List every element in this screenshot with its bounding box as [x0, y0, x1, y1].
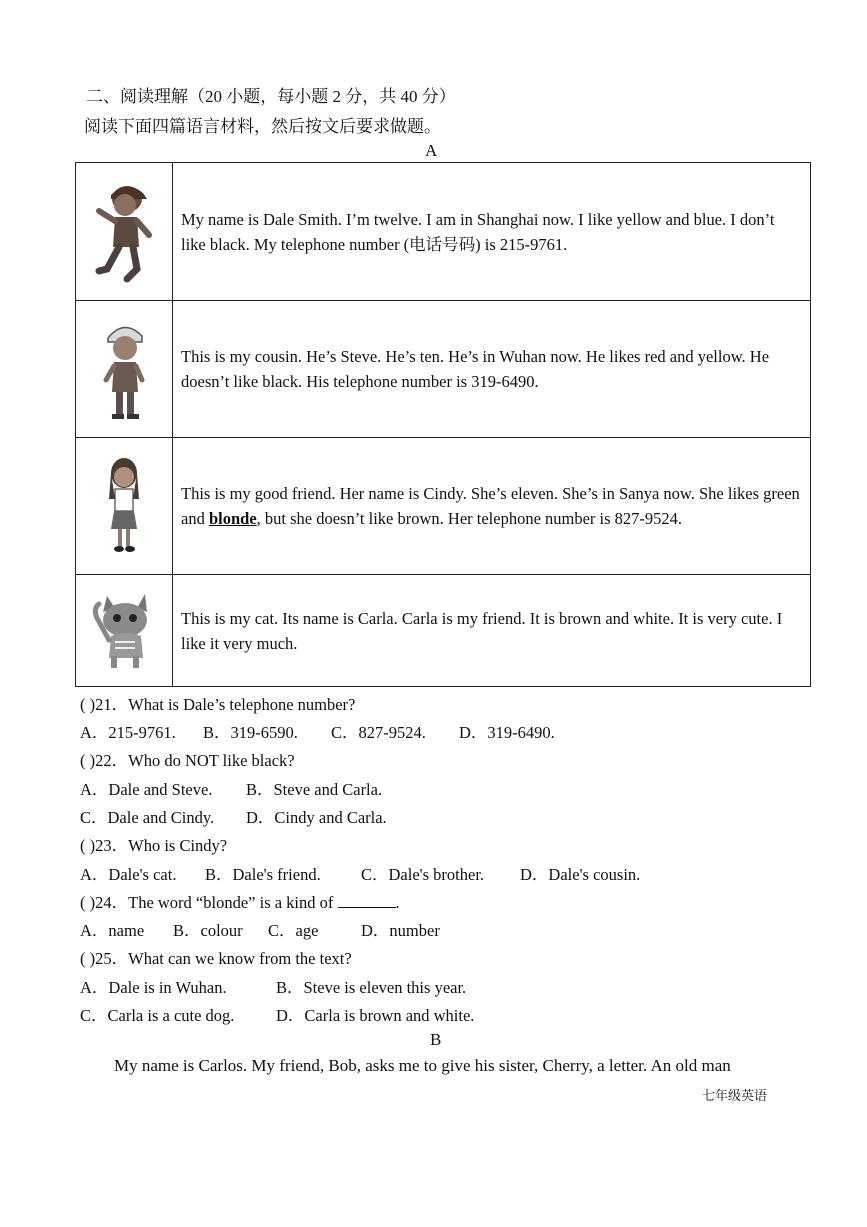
q24-option-c: C．age	[268, 921, 319, 940]
answer-blank	[338, 893, 396, 908]
blonde-word: blonde	[208, 509, 257, 528]
boy-cap-icon	[76, 177, 172, 287]
q23-option-b: B．Dale's friend.	[205, 865, 321, 884]
question-21: ( )21．What is Dale’s telephone number?	[80, 695, 356, 714]
passage-a-table	[75, 162, 811, 687]
card-steve	[76, 301, 811, 438]
passage-a-label: A	[425, 141, 438, 160]
q21-option-c: C．827-9524.	[331, 723, 426, 742]
card-text	[173, 438, 811, 575]
card-text-part: This is my good friend. Her name is Cindy. She’s eleven. She’s in Sanya now. She likes green and	[181, 484, 800, 528]
q22-option-a: A．Dale and Steve.	[80, 780, 213, 799]
q25-option-c: C．Carla is a cute dog.	[80, 1006, 235, 1025]
instructions: 阅读下面四篇语言材料，然后按文后要求做题。	[84, 117, 441, 136]
card-picture	[76, 438, 173, 575]
passage-b-text: My name is Carlos. My friend, Bob, asks me to give his sister, Cherry, a letter. An old man	[114, 1056, 731, 1075]
q23-option-d: D．Dale's cousin.	[520, 865, 641, 884]
q25-option-d: D．Carla is brown and white.	[276, 1006, 475, 1025]
girl-icon	[76, 451, 172, 561]
card-text: This is my cousin. He’s Steve. He’s ten. He’s in Wuhan now. He likes red and yellow. He doesn’t like black. His telephone number is 319-6490.	[173, 301, 811, 438]
q21-option-b: B．319-6590.	[203, 723, 298, 742]
q24-option-d: D．number	[361, 921, 440, 940]
card-picture	[76, 301, 173, 438]
card-text: My name is Dale Smith. I’m twelve. I am in Shanghai now. I like yellow and blue. I don’t like black. My telephone number (电话号码) is 215-9761.	[173, 163, 811, 301]
q23-option-c: C．Dale's brother.	[361, 865, 485, 884]
passage-b-label: B	[430, 1030, 442, 1049]
boy-helmet-icon	[76, 314, 172, 424]
q25-option-a: A．Dale is in Wuhan.	[80, 978, 227, 997]
question-24	[80, 889, 400, 913]
question-24-end: .	[395, 893, 400, 912]
page-footer: 七年级英语	[702, 1088, 768, 1103]
q24-option-a: A．name	[80, 921, 145, 940]
card-picture	[76, 575, 173, 687]
question-22: ( )22．Who do NOT like black?	[80, 751, 295, 770]
q22-option-b: B．Steve and Carla.	[246, 780, 383, 799]
card-text-part: , but she doesn’t like brown. Her telephone number is 827-9524.	[256, 509, 683, 528]
card-picture	[76, 163, 173, 301]
cat-icon	[76, 588, 172, 673]
question-25: ( )25．What can we know from the text?	[80, 949, 352, 968]
question-24-stem: ( )24．The word “blonde” is a kind of	[80, 893, 338, 912]
card-text: This is my cat. Its name is Carla. Carla is my friend. It is brown and white. It is very cute. I like it very much.	[173, 575, 811, 687]
q21-option-d: D．319-6490.	[459, 723, 555, 742]
q21-option-a: A．215-9761.	[80, 723, 176, 742]
q22-option-c: C．Dale and Cindy.	[80, 808, 215, 827]
q25-option-b: B．Steve is eleven this year.	[276, 978, 467, 997]
card-carla	[76, 575, 811, 687]
section-title: 二、阅读理解（20 小题，每小题 2 分，共 40 分）	[86, 87, 456, 106]
q24-option-b: B．colour	[173, 921, 243, 940]
card-cindy	[76, 438, 811, 575]
card-dale	[76, 163, 811, 301]
q22-option-d: D．Cindy and Carla.	[246, 808, 387, 827]
q23-option-a: A．Dale's cat.	[80, 865, 177, 884]
question-23: ( )23．Who is Cindy?	[80, 836, 228, 855]
